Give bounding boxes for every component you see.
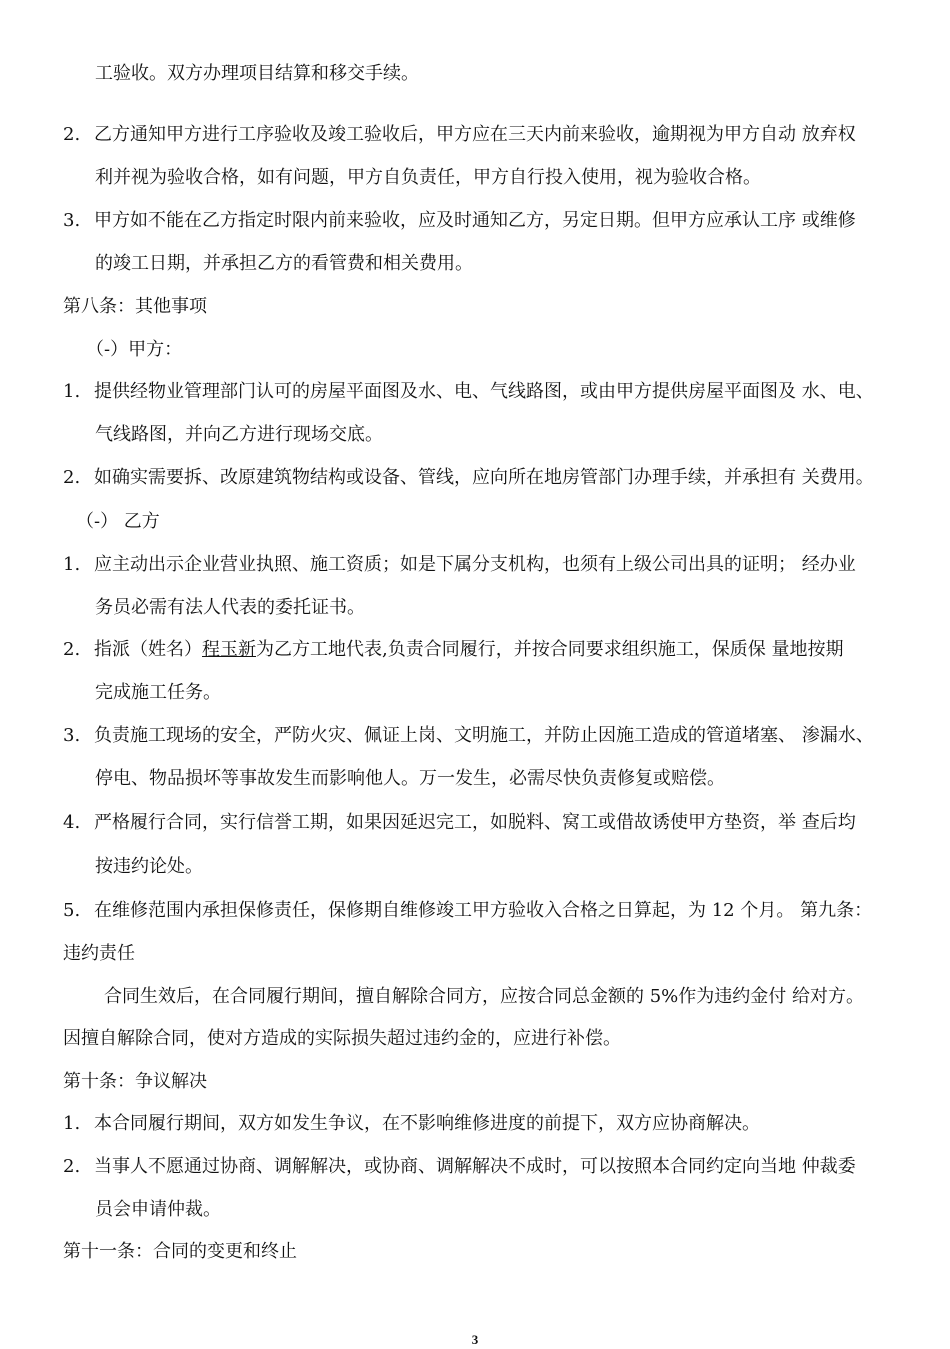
paragraph-line: 因擅自解除合同，使对方造成的实际损失超过违约金的，应进行补偿。	[63, 1028, 621, 1049]
list-item-text: 乙方通知甲方进行工序验收及竣工验收后，甲方应在三天内前来验收，逾期视为甲方自动 放弃权	[94, 124, 856, 145]
paragraph-line: 合同生效后，在合同履行期间，擅自解除合同方，应按合同总金额的 5%作为违约金付 给对方。	[104, 986, 864, 1007]
list-number: 3.	[63, 725, 81, 746]
list-number: 5.	[63, 900, 81, 921]
list-item-continuation: 员会申请仲裁。	[95, 1199, 221, 1220]
list-item-continuation: 停电、物品损坏等事故发生而影响他人。万一发生，必需尽快负责修复或赔偿。	[95, 768, 725, 789]
list-item-text: 当事人不愿通过协商、调解解决，或协商、调解解决不成时，可以按照本合同约定向当地 仲裁委	[94, 1156, 856, 1177]
list-item-continuation: 完成施工任务。	[95, 682, 221, 703]
list-number: 2.	[63, 1156, 81, 1177]
article-heading-continuation: 违约责任	[63, 943, 135, 964]
list-number: 2.	[63, 639, 81, 660]
list-item-text: 应主动出示企业营业执照、施工资质；如是下属分支机构，也须有上级公司出具的证明； 经办业	[94, 554, 856, 575]
article-heading: 第十一条：合同的变更和终止	[63, 1241, 297, 1262]
article-heading: 第八条：其他事项	[63, 296, 207, 317]
list-number: 1.	[63, 1113, 81, 1134]
list-item-text: 如确实需要拆、改原建筑物结构或设备、管线，应向所在地房管部门办理手续，并承担有 关费用。	[94, 467, 874, 488]
list-number: 2.	[63, 467, 81, 488]
page-number: 3	[471, 1332, 479, 1347]
list-number: 3.	[63, 210, 81, 231]
party-b-heading: （-） 乙方	[76, 511, 160, 532]
list-item-text: 在维修范围内承担保修责任，保修期自维修竣工甲方验收入合格之日算起，为 12 个月。 第九条：	[94, 900, 873, 921]
representative-name: 程玉新	[202, 639, 256, 660]
list-number: 4.	[63, 812, 81, 833]
list-item-continuation: 气线路图，并向乙方进行现场交底。	[95, 424, 383, 445]
list-item-continuation: 利并视为验收合格，如有问题，甲方自负责任，甲方自行投入使用，视为验收合格。	[95, 167, 761, 188]
list-item-text: 提供经物业管理部门认可的房屋平面图及水、电、气线路图，或由甲方提供房屋平面图及 水、电、	[94, 381, 874, 402]
list-number: 2.	[63, 124, 81, 145]
text-segment: 为乙方工地代表,负责合同履行，并按合同要求组织施工，保质保 量地按期	[256, 639, 844, 660]
list-number: 1.	[63, 554, 81, 575]
list-item-text: 负责施工现场的安全，严防火灾、佩证上岗、文明施工，并防止因施工造成的管道堵塞、 渗漏水、	[94, 725, 874, 746]
list-item-text: 本合同履行期间，双方如发生争议，在不影响维修进度的前提下，双方应协商解决。	[94, 1113, 760, 1134]
party-a-heading: （-）甲方：	[86, 339, 183, 360]
text-segment: 指派（姓名）	[94, 639, 202, 660]
list-item-continuation: 的竣工日期，并承担乙方的看管费和相关费用。	[95, 253, 473, 274]
paragraph-line: 工验收。双方办理项目结算和移交手续。	[95, 63, 419, 84]
list-item-continuation: 务员必需有法人代表的委托证书。	[95, 597, 365, 618]
list-item-text: 严格履行合同，实行信誉工期，如果因延迟完工，如脱料、窝工或借故诱使甲方垫资，举 查后均	[94, 812, 856, 833]
list-number: 1.	[63, 381, 81, 402]
list-item-continuation: 按违约论处。	[95, 856, 203, 877]
list-item-text	[94, 638, 843, 662]
article-heading: 第十条：争议解决	[63, 1071, 207, 1092]
list-item-text: 甲方如不能在乙方指定时限内前来验收，应及时通知乙方，另定日期。但甲方应承认工序 或维修	[94, 210, 856, 231]
